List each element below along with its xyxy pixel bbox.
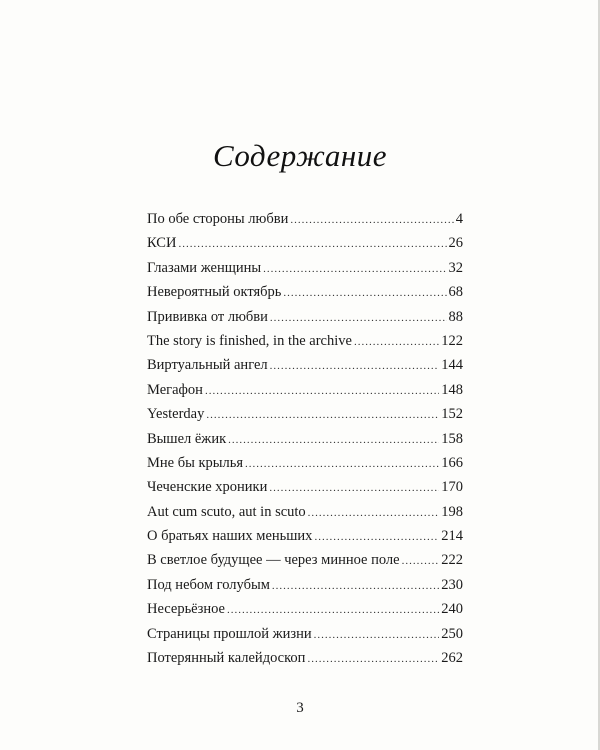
table-of-contents bbox=[147, 207, 463, 670]
toc-entry-title: Yesterday bbox=[147, 406, 205, 423]
dot-leader bbox=[354, 330, 439, 354]
dot-leader bbox=[206, 403, 439, 427]
page-number: 3 bbox=[296, 700, 304, 716]
toc-entry bbox=[147, 573, 463, 597]
toc-entry bbox=[147, 280, 463, 304]
toc-entry bbox=[147, 475, 463, 499]
toc-entry-title: Невероятный октябрь bbox=[147, 284, 282, 301]
toc-entry-title: Несерьёзное bbox=[147, 601, 225, 618]
toc-entry-title: Глазами женщины bbox=[147, 259, 262, 276]
dot-leader bbox=[314, 623, 440, 647]
toc-entry-title: Под небом голубым bbox=[147, 576, 270, 593]
dot-leader bbox=[270, 354, 440, 378]
toc-entry-page: 198 bbox=[441, 503, 463, 520]
toc-entry bbox=[147, 646, 463, 670]
toc-entry bbox=[147, 256, 463, 280]
toc-entry bbox=[147, 305, 463, 329]
dot-leader bbox=[263, 257, 446, 281]
dot-leader bbox=[283, 281, 446, 305]
toc-entry-title: Мегафон bbox=[147, 381, 203, 398]
dot-leader bbox=[290, 208, 453, 232]
toc-entry-title: Прививка от любви bbox=[147, 308, 268, 325]
dot-leader bbox=[245, 452, 439, 476]
toc-entry-page: 68 bbox=[448, 284, 463, 301]
toc-entry bbox=[147, 427, 463, 451]
toc-entry-title: О братьях наших меньших bbox=[147, 528, 313, 545]
dot-leader bbox=[272, 574, 439, 598]
toc-entry bbox=[147, 597, 463, 621]
dot-leader bbox=[205, 379, 439, 403]
toc-entry bbox=[147, 207, 463, 231]
toc-entry-page: 152 bbox=[441, 406, 463, 423]
toc-entry-page: 250 bbox=[441, 625, 463, 642]
toc-entry-page: 158 bbox=[441, 430, 463, 447]
toc-entry bbox=[147, 451, 463, 475]
toc-entry-title: Страницы прошлой жизни bbox=[147, 625, 312, 642]
toc-entry-page: 166 bbox=[441, 454, 463, 471]
toc-entry bbox=[147, 353, 463, 377]
toc-entry-title: Чеченские хроники bbox=[147, 479, 268, 496]
toc-entry-page: 122 bbox=[441, 332, 463, 349]
dot-leader bbox=[270, 306, 447, 330]
toc-entry-title: Виртуальный ангел bbox=[147, 357, 268, 374]
toc-entry-title: В светлое будущее — через минное поле bbox=[147, 552, 400, 569]
toc-entry-page: 170 bbox=[441, 479, 463, 496]
toc-entry-page: 148 bbox=[441, 381, 463, 398]
toc-entry-title: The story is finished, in the archive bbox=[147, 332, 352, 349]
toc-entry bbox=[147, 500, 463, 524]
toc-entry bbox=[147, 378, 463, 402]
dot-leader bbox=[269, 476, 439, 500]
toc-entry bbox=[147, 548, 463, 572]
toc-entry-page: 262 bbox=[441, 650, 463, 667]
toc-entry-page: 88 bbox=[448, 308, 463, 325]
toc-entry-page: 222 bbox=[441, 552, 463, 569]
toc-entry-page: 26 bbox=[448, 235, 463, 252]
toc-entry-title: Aut cum scuto, aut in scuto bbox=[147, 503, 306, 520]
dot-leader bbox=[178, 232, 446, 256]
toc-entry-page: 144 bbox=[441, 357, 463, 374]
toc-entry-page: 240 bbox=[441, 601, 463, 618]
dot-leader bbox=[308, 501, 440, 525]
toc-entry-title: По обе стороны любви bbox=[147, 211, 289, 227]
dot-leader bbox=[228, 428, 439, 452]
toc-entry bbox=[147, 524, 463, 548]
toc-entry-page: 32 bbox=[448, 259, 463, 276]
toc-entry bbox=[147, 402, 463, 426]
toc-entry-page: 230 bbox=[441, 576, 463, 593]
toc-entry bbox=[147, 231, 463, 255]
toc-entry-page: 4 bbox=[455, 211, 463, 227]
toc-entry bbox=[147, 329, 463, 353]
page-title: Содержание bbox=[212, 138, 388, 173]
dot-leader bbox=[227, 598, 439, 622]
toc-entry-title: Потерянный калейдоскоп bbox=[147, 650, 306, 667]
dot-leader bbox=[307, 647, 439, 671]
dot-leader bbox=[402, 549, 440, 573]
dot-leader bbox=[314, 525, 439, 549]
toc-entry-title: КСИ bbox=[147, 235, 177, 252]
toc-entry-title: Мне бы крылья bbox=[147, 454, 244, 471]
toc-entry-title: Вышел ёжик bbox=[147, 430, 227, 447]
toc-entry-page: 214 bbox=[441, 528, 463, 545]
toc-entry bbox=[147, 622, 463, 646]
